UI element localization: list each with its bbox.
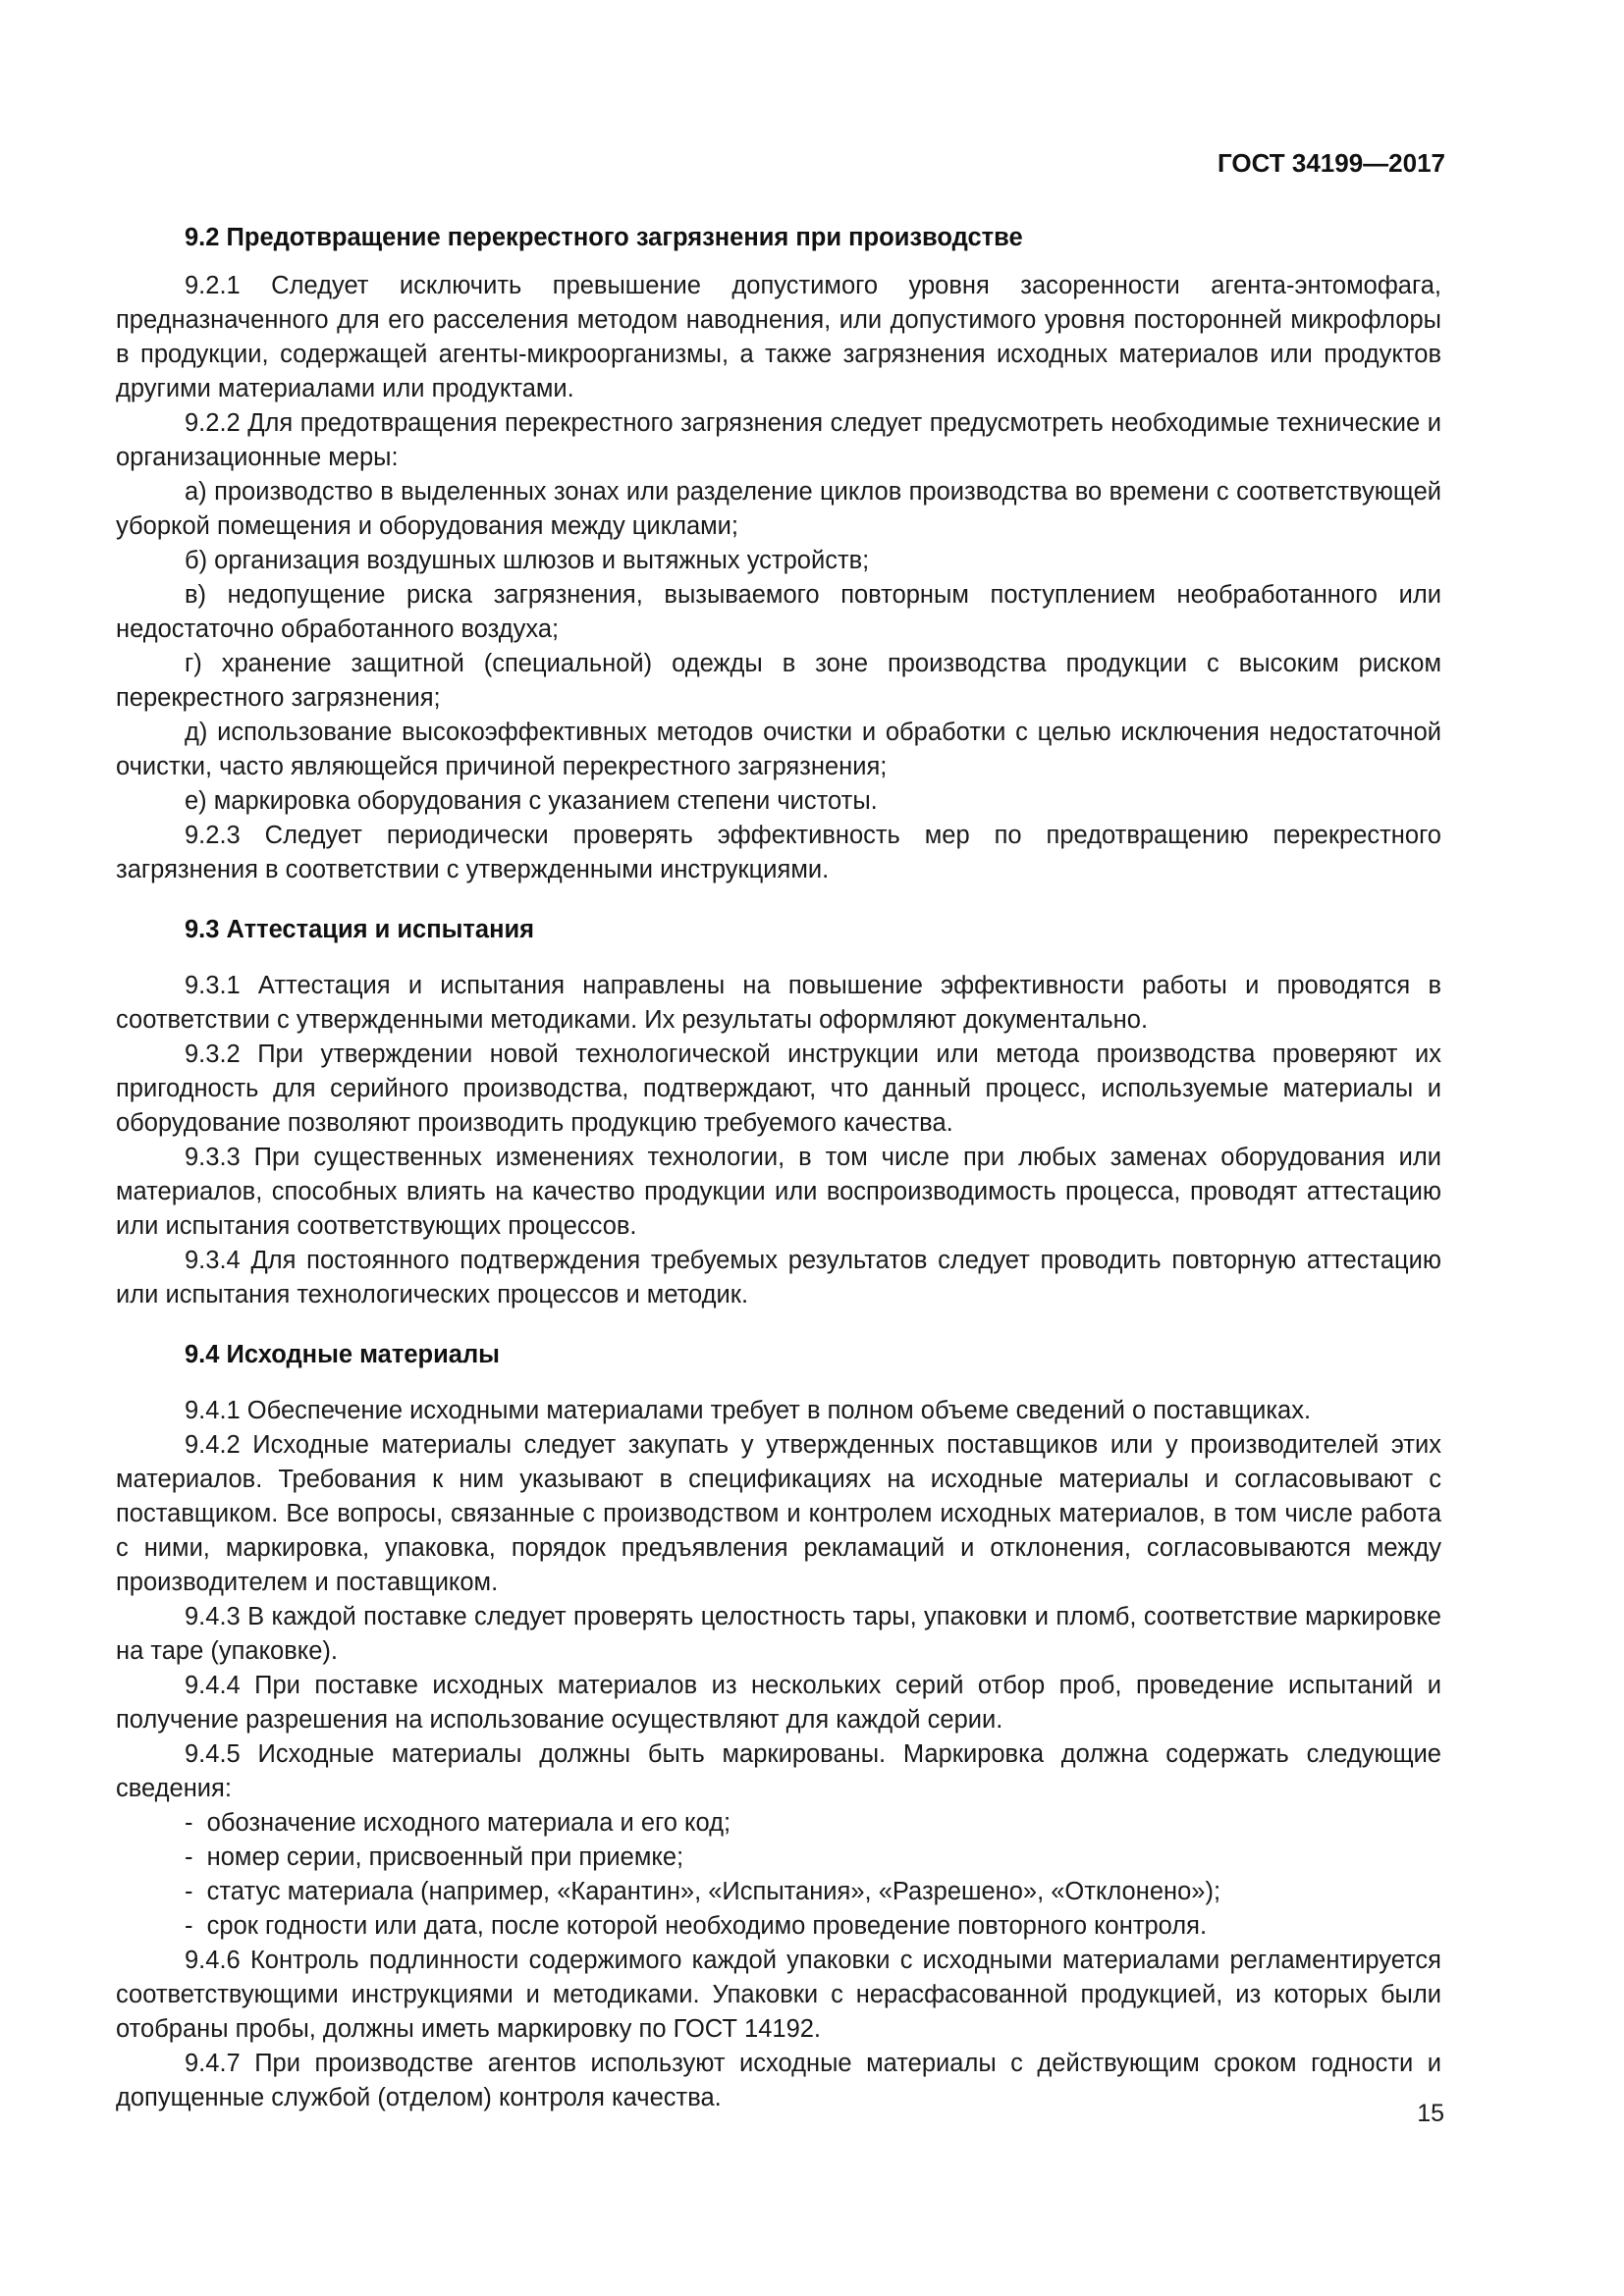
- bullet-item: - статус материала (например, «Карантин», «Испытания», «Разрешено», «Отклонено»);: [185, 1878, 1221, 1905]
- bullet-item: - обозначение исходного материала и его код;: [185, 1809, 731, 1837]
- section-heading-9-2: 9.2 Предотвращение перекрестного загрязнения при производстве: [185, 224, 1023, 251]
- list-item-b: б) организация воздушных шлюзов и вытяжных устройств;: [185, 547, 870, 574]
- paragraph-9-3-4: 9.3.4 Для постоянного подтверждения требуемых результатов следует проводить повторную аттестацию или испытания технологических процессов и методик.: [116, 1247, 1441, 1308]
- paragraph-9-4-3: 9.4.3 В каждой поставке следует проверять целостность тары, упаковки и пломб, соответствие маркировке на таре (упаковке).: [116, 1603, 1441, 1665]
- list-item-g: г) хранение защитной (специальной) одежды в зоне производства продукции с высоким риском перекрестного загрязнения;: [116, 650, 1441, 712]
- list-item-a: а) производство в выделенных зонах или разделение циклов производства во времени с соответствующей уборкой помещения и оборудования между циклами;: [116, 478, 1441, 540]
- list-item-v: в) недопущение риска загрязнения, вызываемого повторным поступлением необработанного или недостаточно обработанного воздуха;: [116, 581, 1441, 643]
- paragraph-9-4-1: 9.4.1 Обеспечение исходными материалами требует в полном объеме сведений о поставщиках.: [185, 1397, 1312, 1424]
- paragraph-9-3-2: 9.3.2 При утверждении новой технологической инструкции или метода производства проверяют их пригодность для серийного производства, подтверждают, что данный процесс, используемые материалы и оборудование позволяют производить продукцию требуемого качества.: [116, 1041, 1441, 1137]
- paragraph-9-4-5: 9.4.5 Исходные материалы должны быть маркированы. Маркировка должна содержать следующие сведения:: [116, 1740, 1441, 1802]
- paragraph-9-2-3: 9.2.3 Следует периодически проверять эффективность мер по предотвращению перекрестного загрязнения в соответствии с утвержденными инструкциями.: [116, 822, 1441, 883]
- paragraph-9-4-4: 9.4.4 При поставке исходных материалов из нескольких серий отбор проб, проведение испытаний и получение разрешения на использование осуществляют для каждой серии.: [116, 1672, 1441, 1734]
- paragraph-9-4-6: 9.4.6 Контроль подлинности содержимого каждой упаковки с исходными материалами регламентируется соответствующими инструкциями и методиками. Упаковки с нерасфасованной продукцией, из которых были отобраны пробы, должны иметь маркировку по ГОСТ 14192.: [116, 1947, 1441, 2043]
- bullet-item: - номер серии, присвоенный при приемке;: [185, 1843, 684, 1871]
- paragraph-9-3-3: 9.3.3 При существенных изменениях технологии, в том числе при любых заменах оборудования или материалов, способных влиять на качество продукции или воспроизводимость процесса, проводят аттестацию или испытания соответствующих процессов.: [116, 1144, 1441, 1240]
- paragraph-9-2-2: 9.2.2 Для предотвращения перекрестного загрязнения следует предусмотреть необходимые технические и организационные меры:: [116, 409, 1441, 471]
- list-item-d: д) использование высокоэффективных методов очистки и обработки с целью исключения недостаточной очистки, часто являющейся причиной перекрестного загрязнения;: [116, 719, 1441, 780]
- paragraph-9-2-1: 9.2.1 Следует исключить превышение допустимого уровня засоренности агента-энтомофага, предназначенного для его расселения методом наводнения, или допустимого уровня посторонней микрофлоры в продукции, содержащей агенты-микроорганизмы, а также загрязнения исходных материалов или продуктов другими материалами или продуктами.: [116, 272, 1441, 402]
- bullet-item: - срок годности или дата, после которой необходимо проведение повторного контроля.: [185, 1912, 1208, 1940]
- paragraph-9-4-2: 9.4.2 Исходные материалы следует закупать у утвержденных поставщиков или у производителей этих материалов. Требования к ним указывают в спецификациях на исходные материалы и согласовывают с поставщиком. Все вопросы, связанные с производством и контролем исходных материалов, в том числе работа с ними, маркировка, упаковка, порядок предъявления рекламаций и отклонения, согласовываются между производителем и поставщиком.: [116, 1431, 1441, 1596]
- paragraph-9-4-7: 9.4.7 При производстве агентов используют исходные материалы с действующим сроком годности и допущенные службой (отделом) контроля качества.: [116, 2050, 1441, 2111]
- section-heading-9-3: 9.3 Аттестация и испытания: [185, 916, 535, 943]
- page-number: 15: [1417, 2100, 1444, 2127]
- list-item-e: е) маркировка оборудования с указанием степени чистоты.: [185, 787, 878, 815]
- paragraph-9-3-1: 9.3.1 Аттестация и испытания направлены на повышение эффективности работы и проводятся в соответствии с утвержденными методиками. Их результаты оформляют документально.: [116, 972, 1441, 1034]
- document-code: ГОСТ 34199—2017: [1218, 148, 1445, 178]
- section-heading-9-4: 9.4 Исходные материалы: [185, 1341, 500, 1368]
- document-body: [116, 221, 1441, 2115]
